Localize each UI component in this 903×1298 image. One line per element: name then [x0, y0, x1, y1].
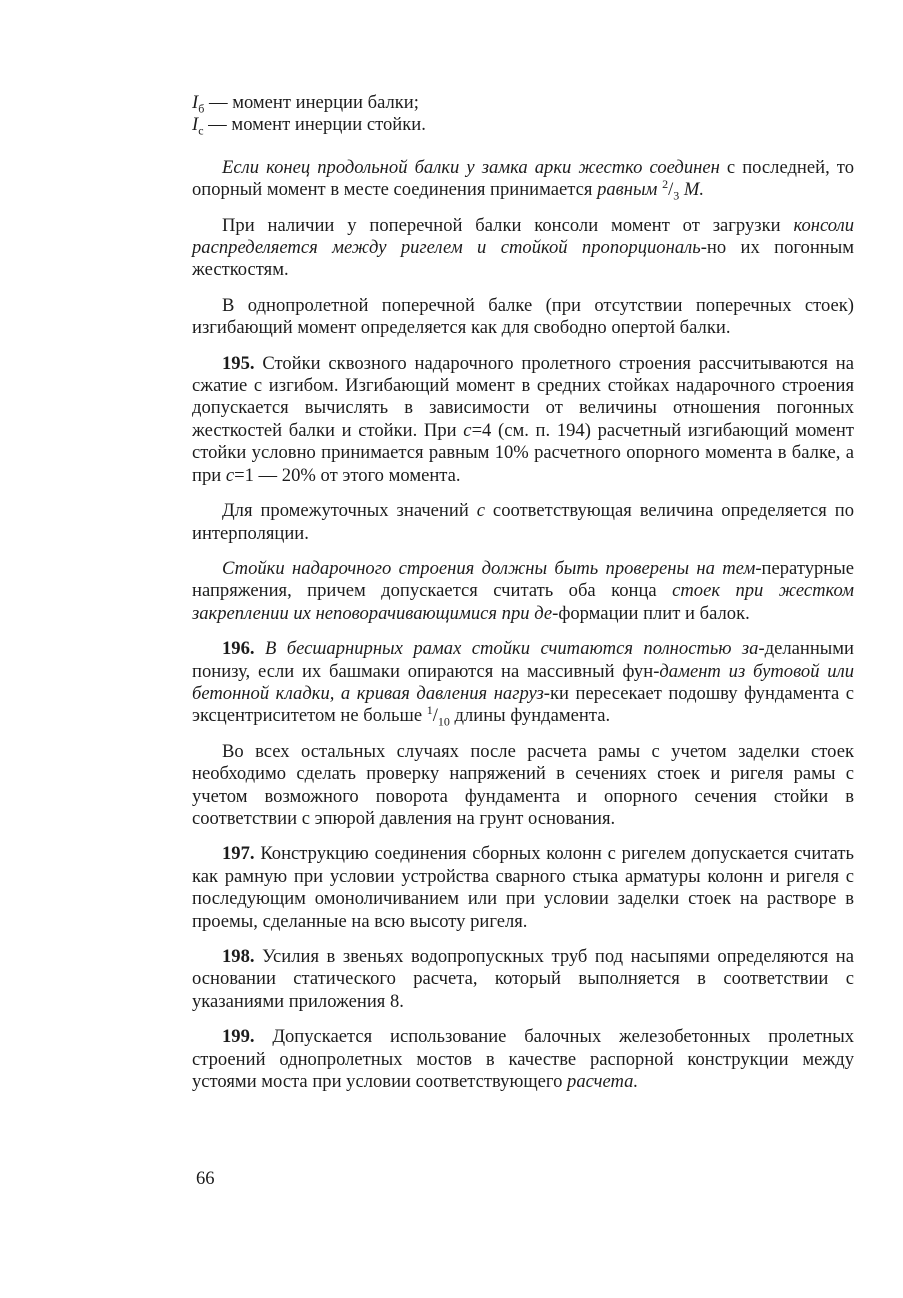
text: =1 — 20% от этого момента.: [234, 464, 461, 486]
text: =4 (см. п. 194) расчетный изгибающий момент стойки условно принимается равным 10% расчетного опорного момента в балке, а при: [192, 419, 854, 486]
definition-column-inertia: [192, 114, 854, 139]
paragraph-interpolation: [192, 500, 854, 545]
text: с последней, то опорный момент в месте соединения принимается: [192, 156, 854, 201]
section-number: 199.: [222, 1026, 255, 1048]
text: При наличии у поперечной балки консоли момент от загрузки: [222, 214, 794, 236]
section-198: [192, 946, 854, 1013]
italic-text: В бесшарнирных рамах стойки считаются полностью за: [254, 638, 759, 660]
definition-text: — момент инерции стойки.: [203, 114, 426, 136]
italic-text: равным: [597, 179, 663, 201]
fraction-numerator: 2: [662, 177, 669, 192]
page-body: [192, 92, 854, 1106]
text: формации плит и балок.: [558, 602, 750, 624]
definitions-block: [192, 92, 854, 137]
section-197: [192, 843, 854, 933]
definition-beam-inertia: [192, 92, 854, 114]
text: но их погонным жесткостям.: [192, 237, 854, 281]
variable: c: [225, 464, 235, 486]
symbol: I: [192, 114, 199, 136]
italic-text: расчета.: [567, 1071, 639, 1093]
section-number: 195.: [222, 352, 255, 374]
text: соответствующая величина определяется по интерполяции.: [192, 500, 854, 544]
italic-text: M.: [679, 179, 705, 201]
text: пературные напряжения, причем допускается считать оба конца: [192, 557, 854, 602]
section-199: [192, 1026, 854, 1093]
paragraph-temperature: Стойки надарочного строения должны быть проверены на тем-пературные напряжения, причем допускается считать оба конца стоек при жестком закреплении их неповорачивающимися при де-формации плит и балок.: [192, 557, 854, 624]
text: деланными понизу, если их башмаки опираются на массивный фун: [192, 638, 854, 682]
symbol-subscript: с: [198, 124, 204, 139]
symbol-subscript: б: [198, 101, 205, 116]
fraction-denominator: 3: [673, 188, 680, 203]
fraction-denominator: 10: [437, 715, 450, 730]
definition-text: — момент инерции балки;: [204, 92, 419, 113]
variable: c: [476, 500, 485, 522]
paragraph-console: При наличии у поперечной балки консоли момент от загрузки консоли распределяется между ригелем и стойкой пропорциональ-но их погонным жесткостям.: [192, 214, 854, 281]
symbol: I: [192, 92, 199, 113]
section-195: [192, 353, 854, 487]
text: Стойки сквозного надарочного пролетного строения рассчитываются на сжатие с изгибом. Изгибающий момент в средних стойках надарочного строения допускается вычислять в зависимости от величины отношения погонных жесткостей балки и стойки. При: [192, 352, 854, 441]
text: длины фундамента.: [449, 705, 611, 727]
italic-text: Стойки надарочного строения должны быть проверены на тем: [222, 557, 756, 579]
paragraph-other-cases: Во всех остальных случаях после расчета рамы с учетом заделки стоек необходимо сделать проверку напряжений в сечениях стоек и ригеля рамы с учетом возможного поворота фундамента и опорного сечения стойки в соответствии с эпюрой давления на грунт основания.: [192, 740, 854, 829]
text: Конструкцию соединения сборных колонн с ригелем допускается считать как рамную при условии устройства сварного стыка арматуры колонн и ригеля с последующим омоноличиванием или при условии заделки стоек на растворе в проемы, сделанные на всю высоту ригеля.: [192, 843, 854, 932]
text: Усилия в звеньях водопропускных труб под насыпями определяются на основании статического расчета, который выполняется в соответствии с указаниями приложения 8.: [192, 946, 854, 1012]
variable: c: [463, 419, 472, 441]
fraction-numerator: 1: [426, 703, 433, 718]
paragraph-single-span: В однопролетной поперечной балке (при отсутствии поперечных стоек) изгибающий момент определяется как для свободно опертой балки.: [192, 294, 854, 339]
section-number: 198.: [222, 946, 255, 967]
text: Для промежуточных значений: [222, 500, 477, 522]
italic-text: дамент из бутовой или бетонной кладки, а кривая давления нагруз: [192, 660, 854, 704]
text: ки пересекает подошву фундамента с эксцентриситетом не больше: [192, 682, 854, 727]
section-196: 196. В бесшарнирных рамах стойки считаются полностью за-деланными понизу, если их башмаки опираются на массивный фун-дамент из бутовой или бетонной кладки, а кривая давления нагруз-ки пересекает подошву фундамента с эксцентриситетом не больше $^1/_{10}$ длины фундамента.: [192, 638, 854, 730]
text: Допускается использование балочных железобетонных пролетных строений однопролетных мостов в качестве распорной конструкции между устоями моста при условии соответствующего: [192, 1026, 854, 1093]
section-number: 197.: [222, 843, 255, 865]
italic-text: стоек при жестком закреплении их неповорачивающимися при де: [192, 580, 854, 624]
page-number: 66: [196, 1168, 215, 1189]
section-number: 196.: [222, 638, 255, 660]
italic-text: Если конец продольной балки у замка арки жестко соединен: [222, 156, 720, 178]
paragraph-longitudinal-beam: Если конец продольной балки у замка арки жестко соединен с последней, то опорный момент в месте соединения принимается равным $^2/_3$ M.: [192, 156, 854, 203]
italic-text: консоли распределяется между ригелем и стойкой пропорциональ: [192, 214, 854, 259]
